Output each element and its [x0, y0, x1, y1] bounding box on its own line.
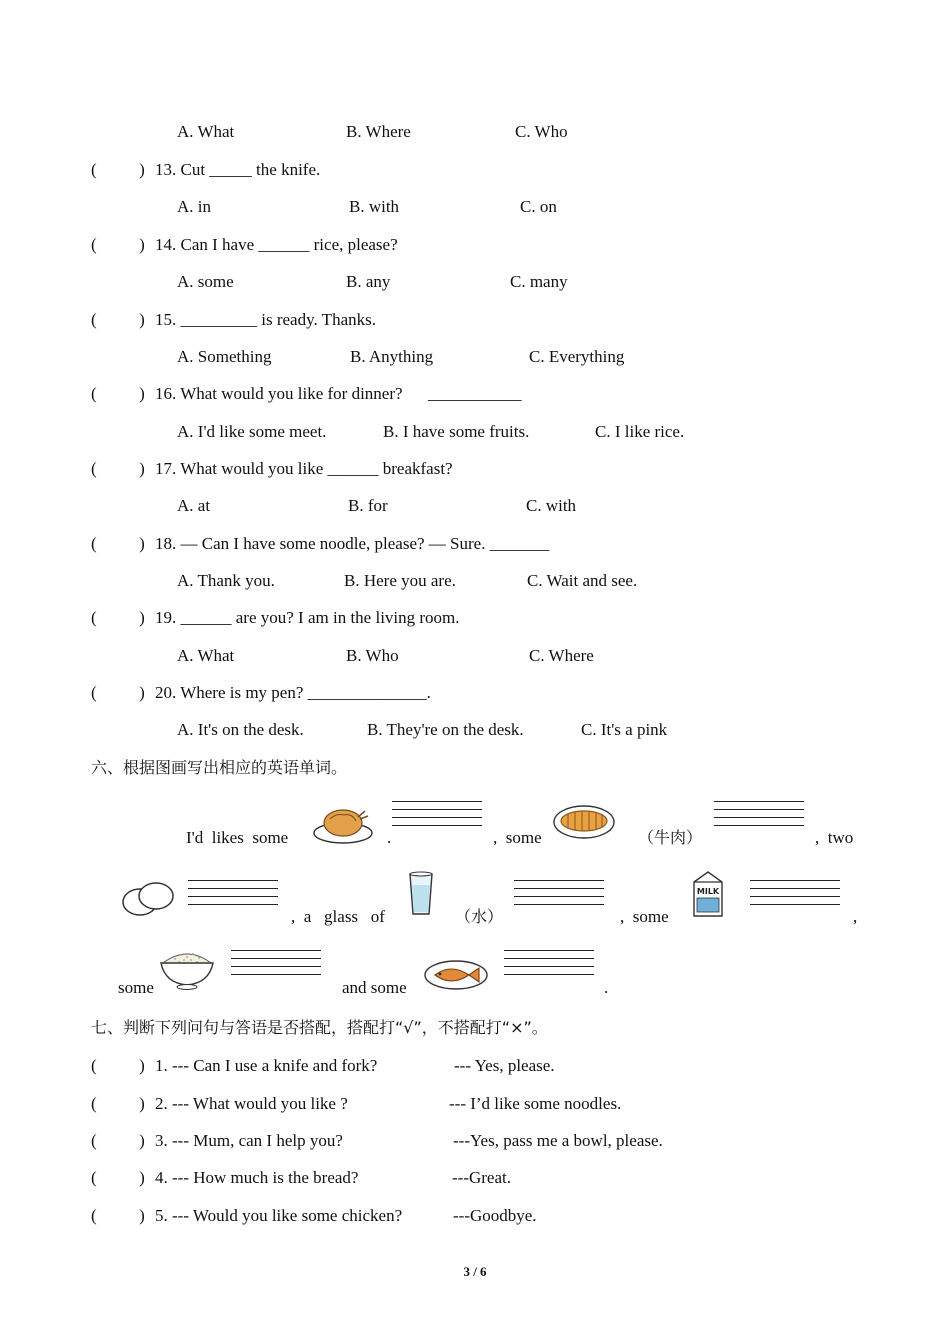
answer-paren[interactable]: ( ) [91, 384, 145, 403]
question-15: 15. _________ is ready. Thanks. [155, 310, 376, 329]
match-answer-2: --- I’d like some noodles. [449, 1094, 622, 1113]
option-c: C. Where [529, 646, 594, 665]
option-c: C. many [510, 272, 568, 291]
sentence-text: , some [493, 828, 542, 847]
option-a: A. What [177, 122, 235, 141]
answer-paren[interactable]: ( ) [91, 683, 145, 702]
option-a: A. Thank you. [177, 571, 275, 590]
answer-lines[interactable] [714, 801, 804, 833]
option-b: B. Where [346, 122, 411, 141]
milk-label: MILK [696, 887, 720, 896]
sentence-text: I'd likes some [186, 828, 289, 847]
rice-bowl-icon [157, 945, 217, 991]
answer-lines[interactable] [392, 801, 482, 833]
option-c: C. I like rice. [595, 422, 685, 441]
option-b: B. They're on the desk. [367, 720, 524, 739]
sentence-text: , some [620, 907, 669, 926]
answer-paren[interactable]: ( ) [91, 1056, 145, 1075]
option-b: B. Anything [350, 347, 434, 366]
option-c: C. It's a pink [581, 720, 668, 739]
match-answer-4: ---Great. [452, 1168, 511, 1187]
milk-carton-icon [690, 868, 726, 918]
option-a: A. Something [177, 347, 272, 366]
option-b: B. I have some fruits. [383, 422, 530, 441]
answer-lines[interactable] [231, 950, 321, 982]
sentence-text: , two [815, 828, 854, 847]
sentence-text: , a glass of [291, 907, 385, 926]
sentence-text: some [118, 978, 154, 997]
answer-paren[interactable]: ( ) [91, 534, 145, 553]
match-answer-1: --- Yes, please. [454, 1056, 555, 1075]
option-b: B. Here you are. [344, 571, 456, 590]
question-13: 13. Cut _____ the knife. [155, 160, 321, 179]
option-a: A. at [177, 496, 211, 515]
match-question-1: 1. --- Can I use a knife and fork? [155, 1056, 378, 1075]
option-c: C. on [520, 197, 557, 216]
glass-of-water-icon [407, 871, 435, 917]
question-16: 16. What would you like for dinner? ___________ [155, 384, 522, 403]
option-a: A. some [177, 272, 234, 291]
option-c: C. Wait and see. [527, 571, 638, 590]
question-20: 20. Where is my pen? ______________. [155, 683, 431, 702]
answer-paren[interactable]: ( ) [91, 459, 145, 478]
option-a: A. It's on the desk. [177, 720, 304, 739]
question-19: 19. ______ are you? I am in the living room. [155, 608, 460, 627]
section-6-title: 六、根据图画写出相应的英语单词。 [91, 758, 348, 777]
answer-lines[interactable] [514, 880, 604, 912]
answer-paren[interactable]: ( ) [91, 1131, 145, 1150]
answer-paren[interactable]: ( ) [91, 608, 145, 627]
option-b: B. Who [346, 646, 399, 665]
match-question-3: 3. --- Mum, can I help you? [155, 1131, 343, 1150]
option-b: B. with [349, 197, 400, 216]
option-c: C. with [526, 496, 577, 515]
bread-icon [552, 800, 616, 842]
period: . [604, 978, 609, 997]
fish-icon [423, 958, 489, 992]
match-question-4: 4. --- How much is the bread? [155, 1168, 359, 1187]
option-b: B. for [348, 496, 388, 515]
answer-paren[interactable]: ( ) [91, 1168, 145, 1187]
option-a: A. What [177, 646, 235, 665]
answer-paren[interactable]: ( ) [91, 235, 145, 254]
match-answer-5: ---Goodbye. [453, 1206, 537, 1225]
answer-lines[interactable] [504, 950, 594, 982]
option-c: C. Who [515, 122, 568, 141]
match-question-5: 5. --- Would you like some chicken? [155, 1206, 403, 1225]
eggs-icon [120, 880, 176, 918]
match-question-2: 2. --- What would you like ? [155, 1094, 348, 1113]
answer-paren[interactable]: ( ) [91, 160, 145, 179]
match-answer-3: ---Yes, pass me a bowl, please. [453, 1131, 663, 1150]
answer-paren[interactable]: ( ) [91, 1094, 145, 1113]
answer-paren[interactable]: ( ) [91, 310, 145, 329]
answer-paren[interactable]: ( ) [91, 1206, 145, 1225]
answer-lines[interactable] [750, 880, 840, 912]
comma: , [853, 907, 858, 926]
section-7-title: 七、判断下列问句与答语是否搭配，搭配打“√”，不搭配打“×”。 [91, 1018, 548, 1037]
hint-water: （水） [455, 907, 504, 926]
option-a: A. in [177, 197, 211, 216]
chicken-icon [312, 803, 374, 845]
sentence-text: and some [342, 978, 407, 997]
option-c: C. Everything [529, 347, 625, 366]
page-number: 3 / 6 [463, 1264, 487, 1279]
hint-beef: （牛肉） [638, 828, 703, 847]
option-b: B. any [346, 272, 391, 291]
question-18: 18. — Can I have some noodle, please? — Sure. _______ [155, 534, 550, 553]
question-17: 17. What would you like ______ breakfast? [155, 459, 453, 478]
question-14: 14. Can I have ______ rice, please? [155, 235, 398, 254]
answer-lines[interactable] [188, 880, 278, 912]
period: . [387, 828, 392, 847]
option-a: A. I'd like some meet. [177, 422, 327, 441]
